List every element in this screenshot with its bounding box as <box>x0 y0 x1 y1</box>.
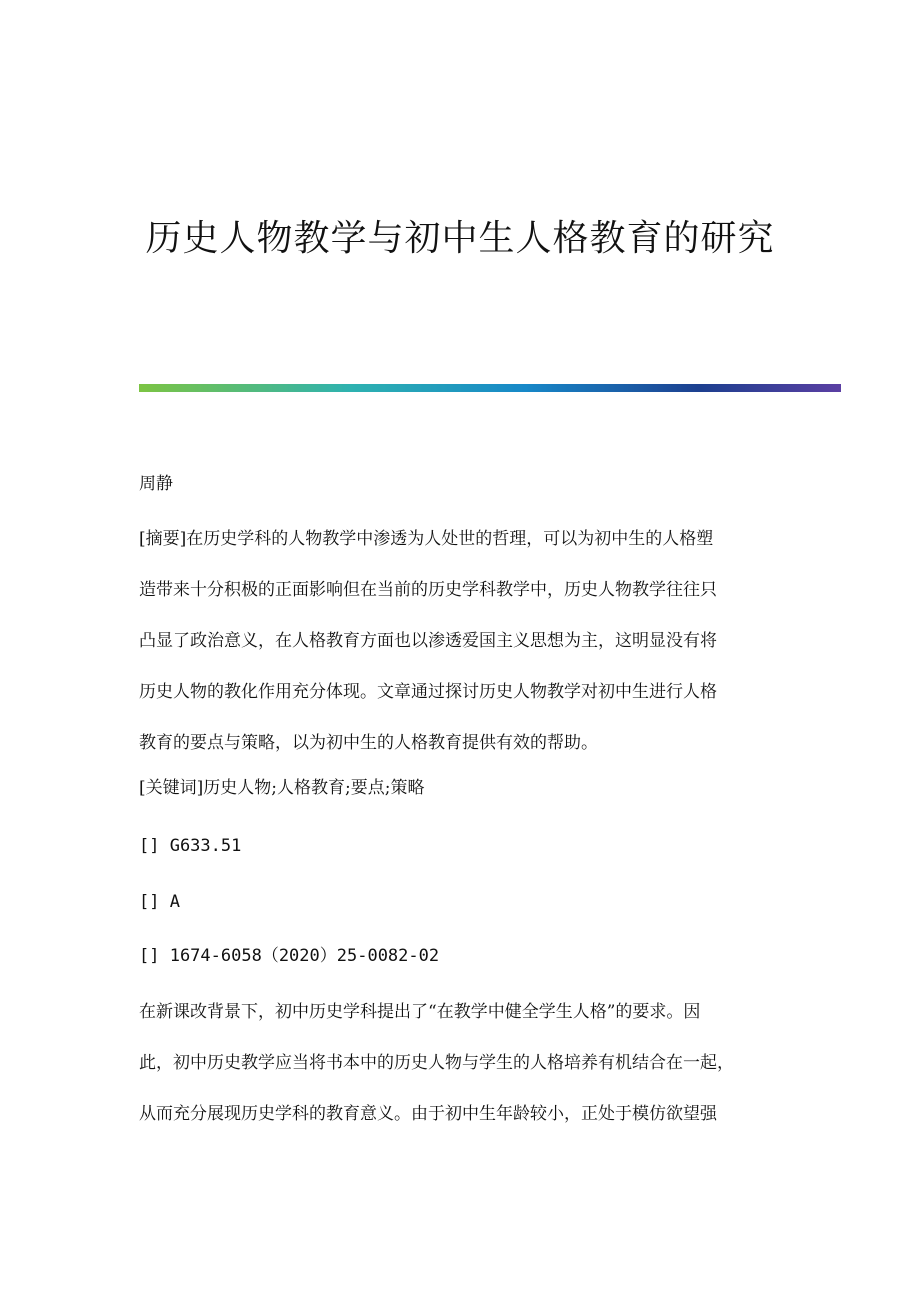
body-line: 从而充分展现历史学科的教育意义。由于初中生年龄较小，正处于模仿欲望强 <box>139 1104 717 1124</box>
abstract-line: 造带来十分积极的正面影响但在当前的历史学科教学中，历史人物教学往往只 <box>139 580 717 600</box>
document-code: [] A <box>139 892 180 912</box>
body-line: 此，初中历史教学应当将书本中的历史人物与学生的人格培养有机结合在一起， <box>139 1053 734 1073</box>
abstract-line: [摘要]在历史学科的人物教学中渗透为人处世的哲理，可以为初中生的人格塑 <box>139 529 714 549</box>
abstract-line: 历史人物的教化作用充分体现。文章通过探讨历史人物教学对初中生进行人格 <box>139 682 717 702</box>
article-id: [] 1674-6058（2020）25-0082-02 <box>139 946 440 966</box>
document-title: 历史人物教学与初中生人格教育的研究 <box>145 218 775 259</box>
keywords: [关键词]历史人物;人格教育;要点;策略 <box>139 778 425 798</box>
title-divider <box>139 384 841 392</box>
abstract <box>139 527 781 782</box>
abstract-line: 凸显了政治意义，在人格教育方面也以渗透爱国主义思想为主，这明显没有将 <box>139 631 717 651</box>
body-line: 在新课改背景下，初中历史学科提出了“在教学中健全学生人格”的要求。因 <box>139 1002 701 1022</box>
body-paragraph <box>139 1000 781 1153</box>
author-name: 周静 <box>139 474 173 494</box>
abstract-line: 教育的要点与策略，以为初中生的人格教育提供有效的帮助。 <box>139 733 598 753</box>
classification-number: [] G633.51 <box>139 836 242 856</box>
